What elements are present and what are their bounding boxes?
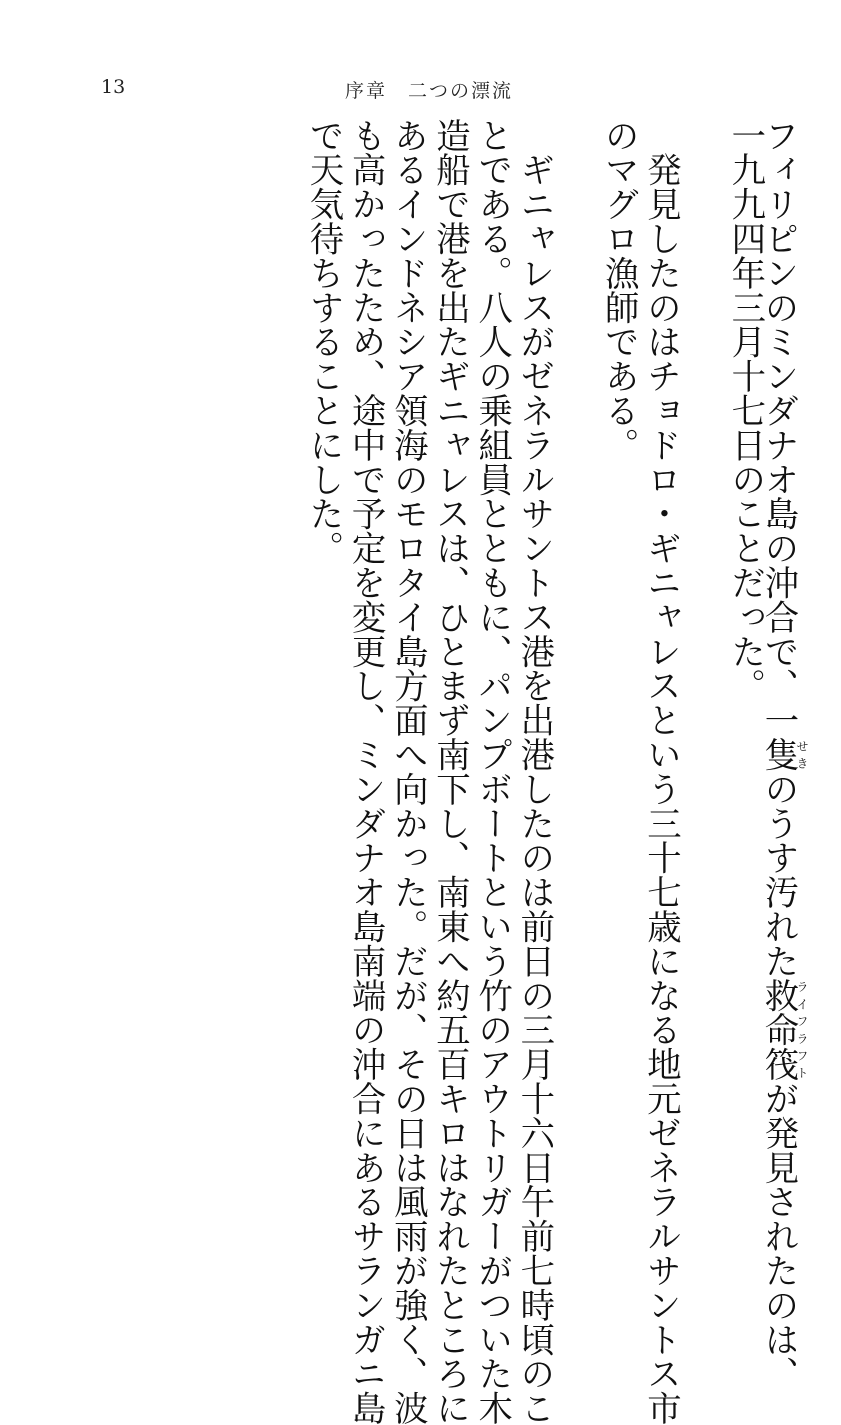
- ruby-seki: 隻せき: [758, 737, 809, 772]
- text-line-10: で天気待ちすることにした。: [302, 118, 343, 566]
- text-line-2: 一九九四年三月十七日のことだった。: [724, 118, 765, 703]
- text-line-4: のマグロ漁師である。: [598, 118, 639, 462]
- body-text: [96, 118, 809, 1425]
- text-line-5: ギニャレスがゼネラルサントス港を出港したのは前日の三月十六日午前七時頃のこ: [513, 118, 554, 1425]
- text-line-9: も高かったため、途中で予定を変更し、ミンダナオ島南端の沖合にあるサランガニ島: [345, 118, 386, 1425]
- text-line-7: 造船で港を出たギニャレスは、ひとまず南下し、南東へ約五百キロはなれたところに: [429, 118, 470, 1425]
- text-line-8: あるインドネシア領海のモロタイ島方面へ向かった。だが、その日は風雨が強く、波: [387, 118, 428, 1425]
- ruby-life-raft: 救命筏ライフラフト: [758, 978, 809, 1082]
- text-line-3: 発見したのはチョドロ・ギニャレスという三十七歳になる地元ゼネラルサントス市: [640, 118, 681, 1425]
- paragraph-gap: [555, 118, 597, 1128]
- paragraph-gap: [681, 118, 723, 1128]
- text-line-1: フィリピンのミンダナオ島の沖合で、一隻せきのうす汚れた救命筏ライフラフトが発見されたのは、: [758, 118, 809, 1391]
- text-line-6: とである。八人の乗組員とともに、パンプボートという竹のアウトリガーがついた木: [471, 118, 512, 1425]
- running-head: 序章 二つの漂流: [345, 80, 514, 102]
- page-number: 13: [101, 76, 126, 98]
